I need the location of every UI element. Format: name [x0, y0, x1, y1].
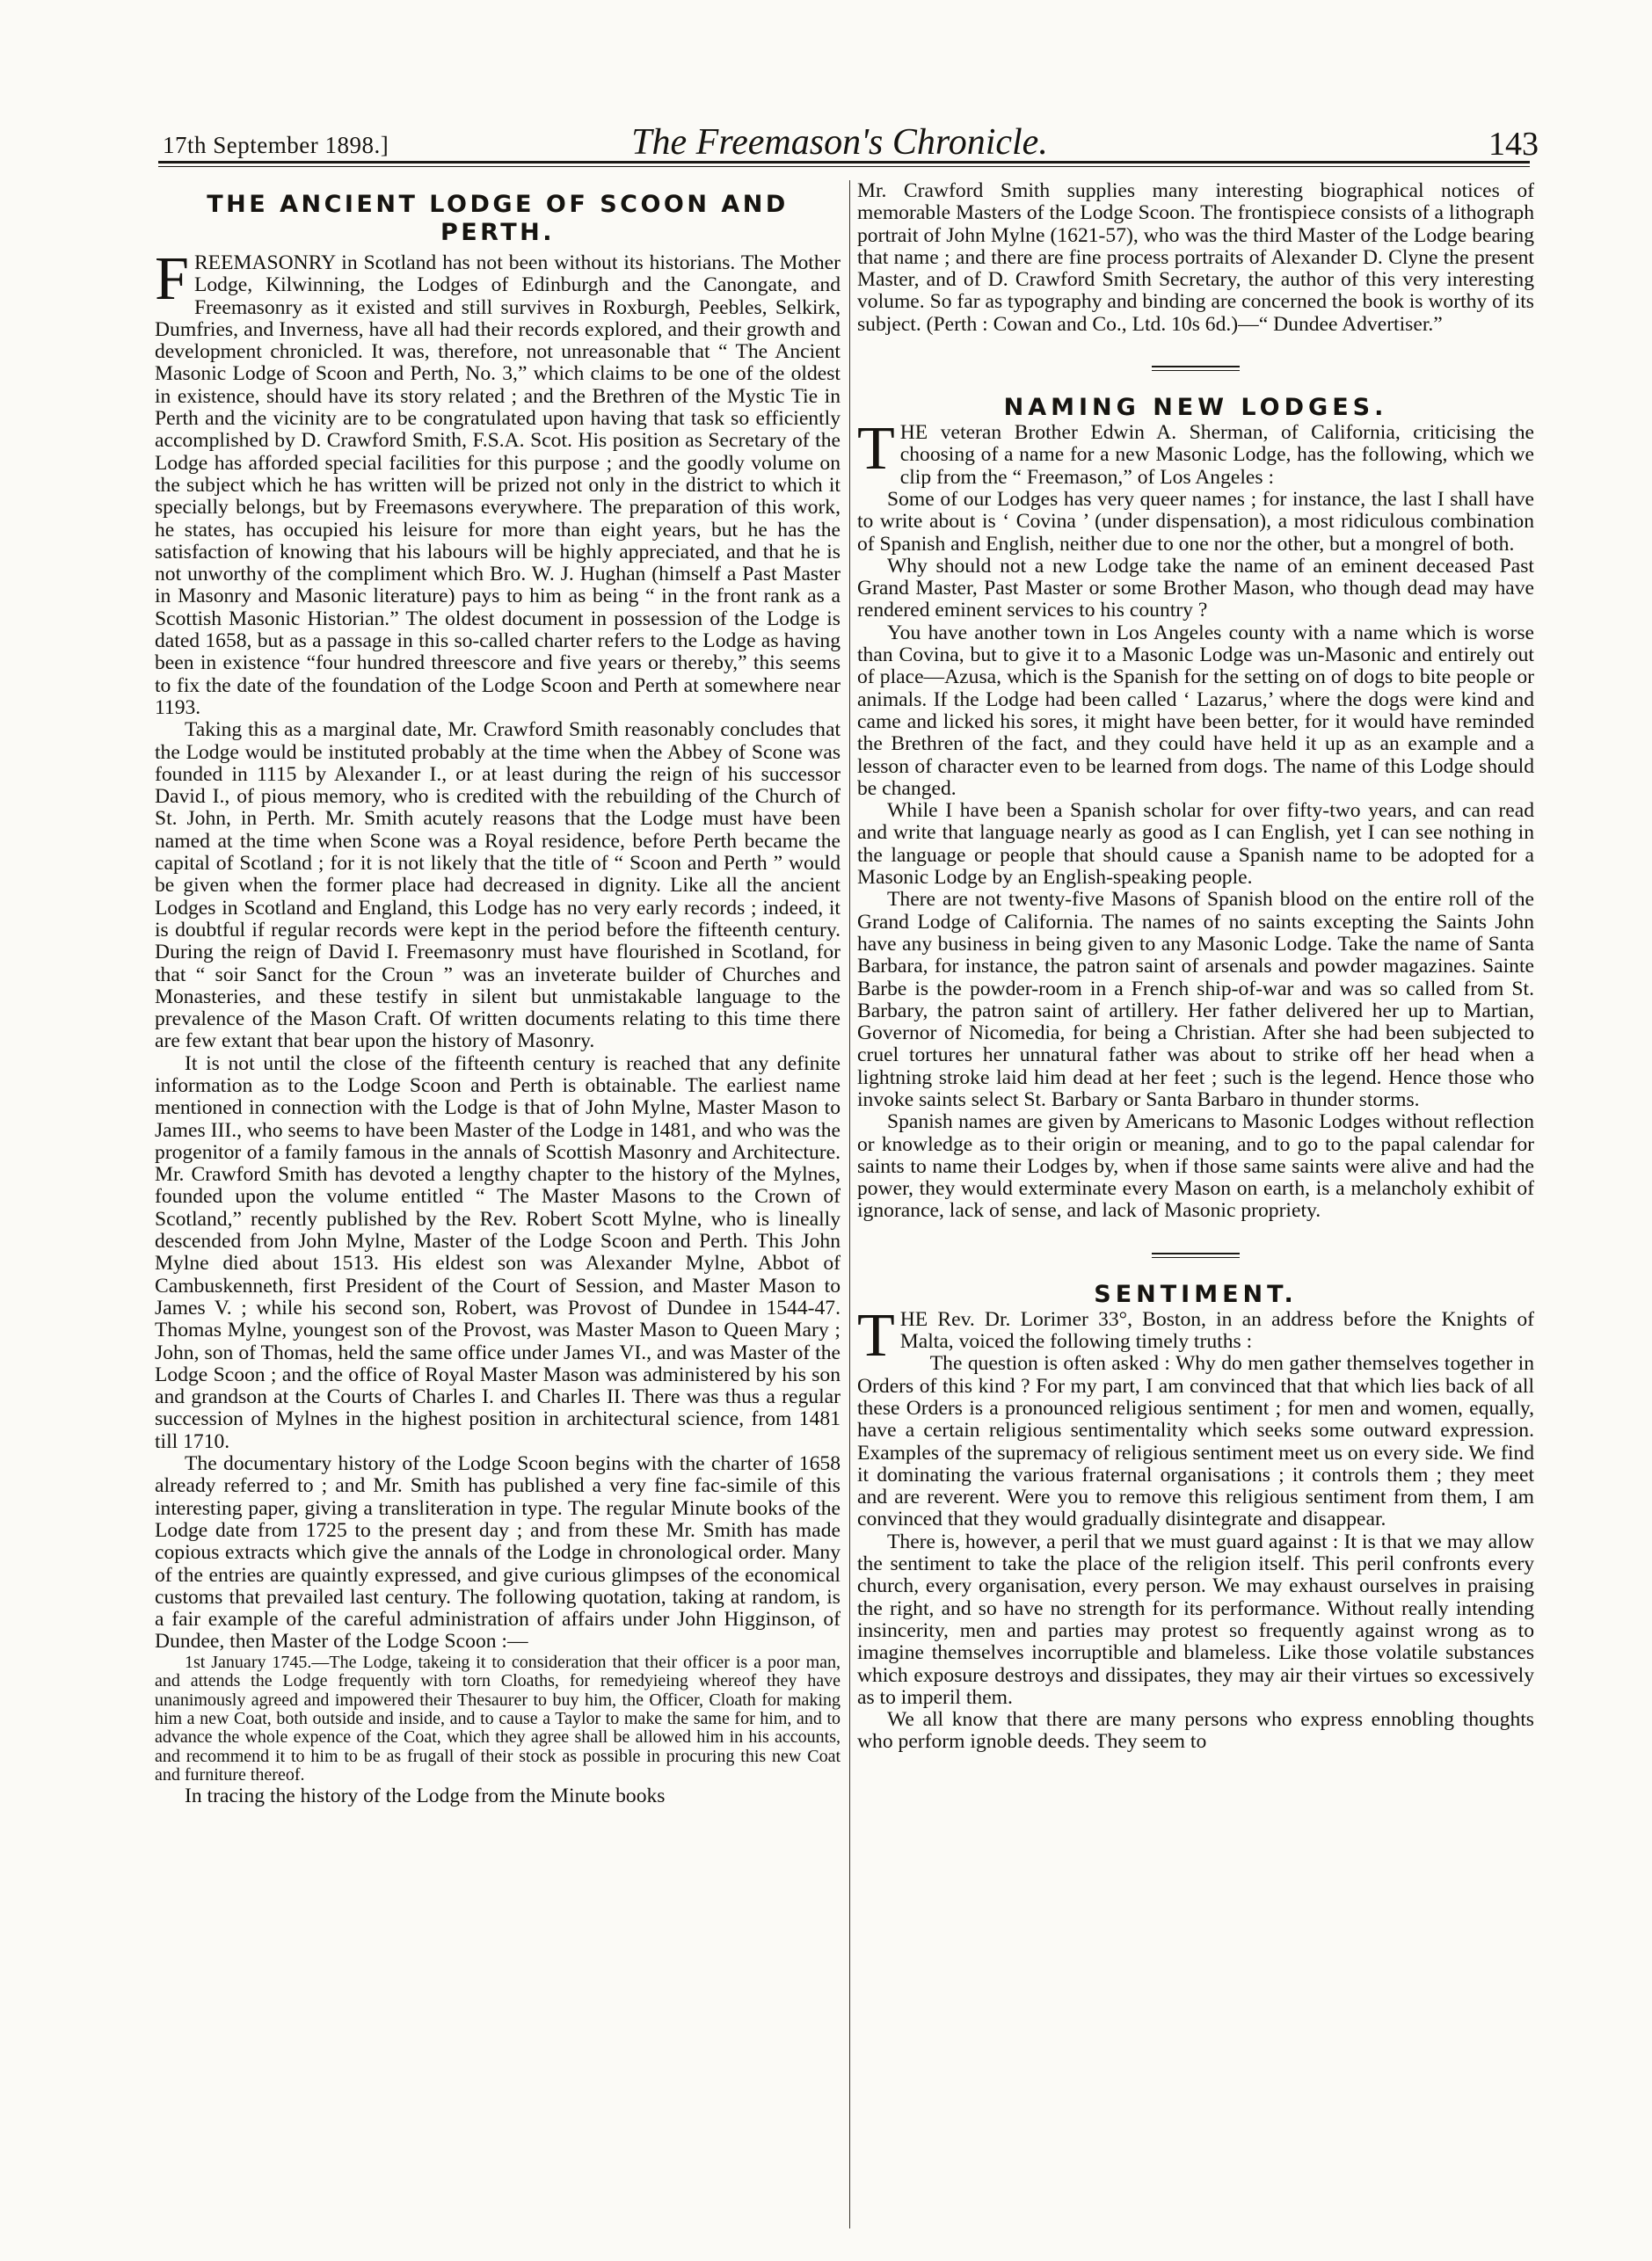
sentiment-paragraph-4: We all know that there are many persons who express ennobling thoughts who perform ignoble deeds. They seem to [857, 1708, 1534, 1754]
page-header [141, 105, 1539, 163]
scoon-paragraph-2: Taking this as a marginal date, Mr. Crawford Smith reasonably concludes that the Lodge would be instituted probably at the time when the Abbey of Scone was founded in 1115 by Alexander I., or at least during the reign of his successor David I., of pious memory, who is credited with the rebuilding of the Church of St. John, in Perth. Mr. Smith acutely reasons that the Lodge must have been named at the time when Scone was a Royal residence, before Perth became the capital of Scotland ; for it is not likely that the title of “ Scoon and Perth ” would be given when the former place had decreased in dignity. Like all the ancient Lodges in Scotland and England, this Lodge has no very early records ; indeed, it is doubtful if regular records were kept in the period before the fifteenth century. During the reign of David I. Freemasonry must have flourished in Scotland, for that “ soir Sanct for the Croun ” was an inveterate builder of Churches and Monasteries, and these testify in silent but unmistakable language to the prevalence of the Mason Craft. Of written documents relating to this time there are few extant that bear upon the history of Masonry. [155, 718, 841, 1053]
naming-paragraph-3: Why should not a new Lodge take the name of an eminent deceased Past Grand Master, Past Master or some Brother Mason, who though dead may have rendered eminent services to his country ? [857, 554, 1534, 622]
article-title-sentiment: SENTIMENT. [1094, 1280, 1298, 1308]
publication-title: The Freemason's Chronicle. [631, 122, 1048, 163]
naming-paragraph-4: You have another town in Los Angeles county with a name which is worse than Covina, but to give it to a Masonic Lodge was un-Masonic and entirely out of place—Azusa, which is the Spanish for the setting on of dogs to bite people or animals. If the Lodge had been called ‘ Lazarus,’ where the dogs were kind and came and licked his sores, it might have been better, for it would have reminded the Brethren of the fact, and they could have held it up as an example and a lesson of character even to be learned from dogs. The name of this Lodge should be changed. [857, 621, 1534, 800]
naming-paragraph-1 [857, 415, 1534, 489]
sentiment-paragraph-3: There is, however, a peril that we must guard against : It is that we may allow the sentiment to take the place of the religion itself. This peril confronts every church, every organisation, every person. We may exhaust ourselves in praising the right, and so have no strength for its performance. Without really intending insincerity, men and parties may protest so frequently against wrong as to imagine themselves incorruptible and blameless. Like those volatile substances which exposure destroys and dissipates, they may air their virtues so excessively as to imperil them. [857, 1530, 1534, 1709]
page-number: 143 [1488, 126, 1539, 163]
left-column [155, 180, 841, 1807]
section-separator [1152, 366, 1240, 371]
drop-cap: T [857, 415, 895, 483]
column-divider [849, 180, 850, 2228]
drop-cap: F [155, 245, 189, 313]
article-title-naming: NAMING NEW LODGES. [1003, 394, 1388, 422]
section-separator [1152, 1253, 1240, 1258]
naming-paragraph-1-text: HE veteran Brother Edwin A. Sherman, of California, criticising the choosing of a name for a new Masonic Lodge, has the following, which we clip from the “ Freemason,” of Los Angeles : [899, 421, 1534, 489]
right-column [857, 180, 1534, 1754]
header-rule-thin [158, 166, 1530, 167]
scoon-paragraph-1-text: REEMASONRY in Scotland has not been without its historians. The Mother Lodge, Kilwinning, the Lodges of Edinburgh and the Canongate, and Freemasonry as it existed and still survives in Roxburgh, Peebles, Selkirk, Dumfries, and Inverness, have all had their records explored, and their growth and development chronicled. It was, therefore, not unreasonable that “ The Ancient Masonic Lodge of Scoon and Perth, No. 3,” which claims to be one of the oldest in existence, should have its story related ; and the Brethren of the Mystic Tie in Perth and the vicinity are to be congratulated upon having that task so efficiently accomplished by D. Crawford Smith, F.S.A. Scot. His position as Secretary of the Lodge has afforded special facilities for this purpose ; and the goodly volume on the subject which he has written will be prized not only in the district to which it specially belongs, but by Freemasons everywhere. The preparation of this work, he states, has occupied his leisure for more than eight years, but he has the satisfaction of knowing that his labours will be highly appreciated, and that he is not unworthy of the compliment which Bro. W. J. Hughan (himself a Past Master in Masonry and Masonic literature) pays to him as being “ in the front rank as a Scottish Masonic Historian.” The oldest document in possession of the Lodge is dated 1658, but as a passage in this so-called charter refers to the Lodge as having been in existence “four hundred threescore and five years or thereby,” this seems to fix the date of the foundation of the Lodge Scoon and Perth at somewhere near 1193. [155, 251, 841, 719]
sentiment-paragraph-1-text: HE Rev. Dr. Lorimer 33°, Boston, in an address before the Knights of Malta, voiced the following timely truths : [899, 1307, 1534, 1354]
naming-paragraph-7: Spanish names are given by Americans to Masonic Lodges without reflection or knowledge as to their origin or meaning, and to go to the papal calendar for saints to name their Lodges by, when if those same saints were alive and had the power, they would exterminate every Mason on earth, is a melancholy exhibit of ignorance, lack of sense, and lack of Masonic propriety. [857, 1110, 1534, 1223]
header-rule [158, 161, 1530, 164]
scoon-paragraph-3: It is not until the close of the fifteenth century is reached that any definite information as to the Lodge Scoon and Perth is obtainable. The earliest name mentioned in connection with the Lodge is that of John Mylne, Master Mason to James III., who seems to have been Master of the Lodge in 1481, and who was the progenitor of a family famous in the annals of Scottish Masonry and Architecture. Mr. Crawford Smith has devoted a lengthy chapter to the history of the Mylnes, founded upon the volume entitled “ The Master Masons to the Crown of Scotland,” recently published by the Rev. Robert Scott Mylne, who is lineally descended from John Mylne, Master of the Lodge Scoon and Perth. This John Mylne died about 1513. His eldest son was Alexander Mylne, Abbot of Cambuskenneth, first President of the Court of Session, and Master Mason to James V. ; while his second son, Robert, was Provost of Dundee in 1544-47. Thomas Mylne, youngest son of the Provost, was Master Mason to Queen Mary ; John, son of Thomas, held the same office under James VI., and was Master of the Lodge Scoon ; and the office of Royal Master Mason was administered by his son and grandson at the Courts of Charles I. and Charles II. There was thus a regular succession of Mylnes in the highest position in architectural science, from 1481 till 1710. [155, 1051, 841, 1453]
drop-cap: T [857, 1301, 895, 1370]
minute-book-quotation: 1st January 1745.—The Lodge, takeing it to consideration that their officer is a poor man, and attends the Lodge frequently with torn Cloaths, for remedyieing whereof they have unanimously agreed and impowered their Thesaurer to buy him, the Officer, Cloath for making him a new Coat, both outside and inside, and to cause a Taylor to make the same for him, and to advance the whole expence of the Coat, which they agree shall be allowed him in his accounts, and recommend it to him to be as frugall of their stock as possible in procuring this new Coat and furniture thereof. [155, 1652, 841, 1785]
naming-paragraph-6: There are not twenty-five Masons of Spanish blood on the entire roll of the Grand Lodge of California. The names of no saints excepting the Saints John have any business in being given to any Masonic Lodge. Take the name of Santa Barbara, for instance, the patron saint of arsenals and powder magazines. Sainte Barbe is the powder-room in a French ship-of-war and was so called from St. Barbary, the patron saint of artillery. Her father delivered her up to Martian, Governor of Nicomedia, for being a Christian. After she had been subjected to cruel tortures her unnatural father was about to strike off her head when a lightning stroke laid him dead at her feet ; such is the legend. Hence those who invoke saints select St. Barbary or Santa Barbaro in thunder storms. [857, 888, 1534, 1111]
naming-paragraph-5: While I have been a Spanish scholar for over fifty-two years, and can read and write that language nearly as good as I can English, yet I can see nothing in the language or people that should cause a Spanish name to be adopted for a Masonic Lodge by an English-speaking people. [857, 799, 1534, 890]
sentiment-paragraph-2: The question is often asked : Why do men gather themselves together in Orders of this kind ? For my part, I am convinced that that which lies back of all these Orders is a pronounced religious sentiment ; for men and women, equally, have a certain religious sentimentality which seeks some outward expression. Examples of the supremacy of religious sentiment meet us on every side. We find it dominating the various fraternal organisations ; it controls them ; they meet and are reverent. Were you to remove this religious sentiment from them, I am convinced that they would gradually disintegrate and disappear. [857, 1352, 1534, 1531]
scoon-paragraph-1 [155, 245, 841, 719]
article-title-scoon: THE ANCIENT LODGE OF SCOON AND PERTH. [207, 191, 789, 246]
naming-paragraph-2: Some of our Lodges has very queer names ; for instance, the last I shall have to write about is ‘ Covina ’ (under dispensation), a most ridiculous combination of Spanish and English, neither due to one nor the other, but a mongrel of both. [857, 487, 1534, 556]
sentiment-paragraph-1 [857, 1301, 1534, 1370]
issue-date: 17th September 1898.] [163, 132, 389, 158]
scoon-paragraph-5: In tracing the history of the Lodge from the Minute books [185, 1784, 666, 1807]
scoon-continuation: Mr. Crawford Smith supplies many interesting biographical notices of memorable Masters of the Lodge Scoon. The frontispiece consists of a lithograph portrait of John Mylne (1621-57), who was the third Master of the Lodge bearing that name ; and there are fine process portraits of Alexander D. Clyne the present Master, and of D. Crawford Smith Secretary, the author of this very interesting volume. So far as typography and binding are concerned the book is worthy of its subject. (Perth : Cowan and Co., Ltd. 10s 6d.)—“ Dundee Advertiser.” [857, 179, 1534, 336]
scoon-paragraph-4: The documentary history of the Lodge Scoon begins with the charter of 1658 already referred to ; and Mr. Smith has published a very fine fac-simile of this interesting paper, giving a transliteration in type. The regular Minute books of the Lodge date from 1725 to the present day ; and from these Mr. Smith has made copious extracts which give the annals of the Lodge in chronological order. Many of the entries are quaintly expressed, and give curious glimpses of the economical customs that prevailed last century. The following quotation, taking at random, is a fair example of the careful administration of affairs under John Higginson, of Dundee, then Master of the Lodge Scoon :— [155, 1452, 841, 1654]
